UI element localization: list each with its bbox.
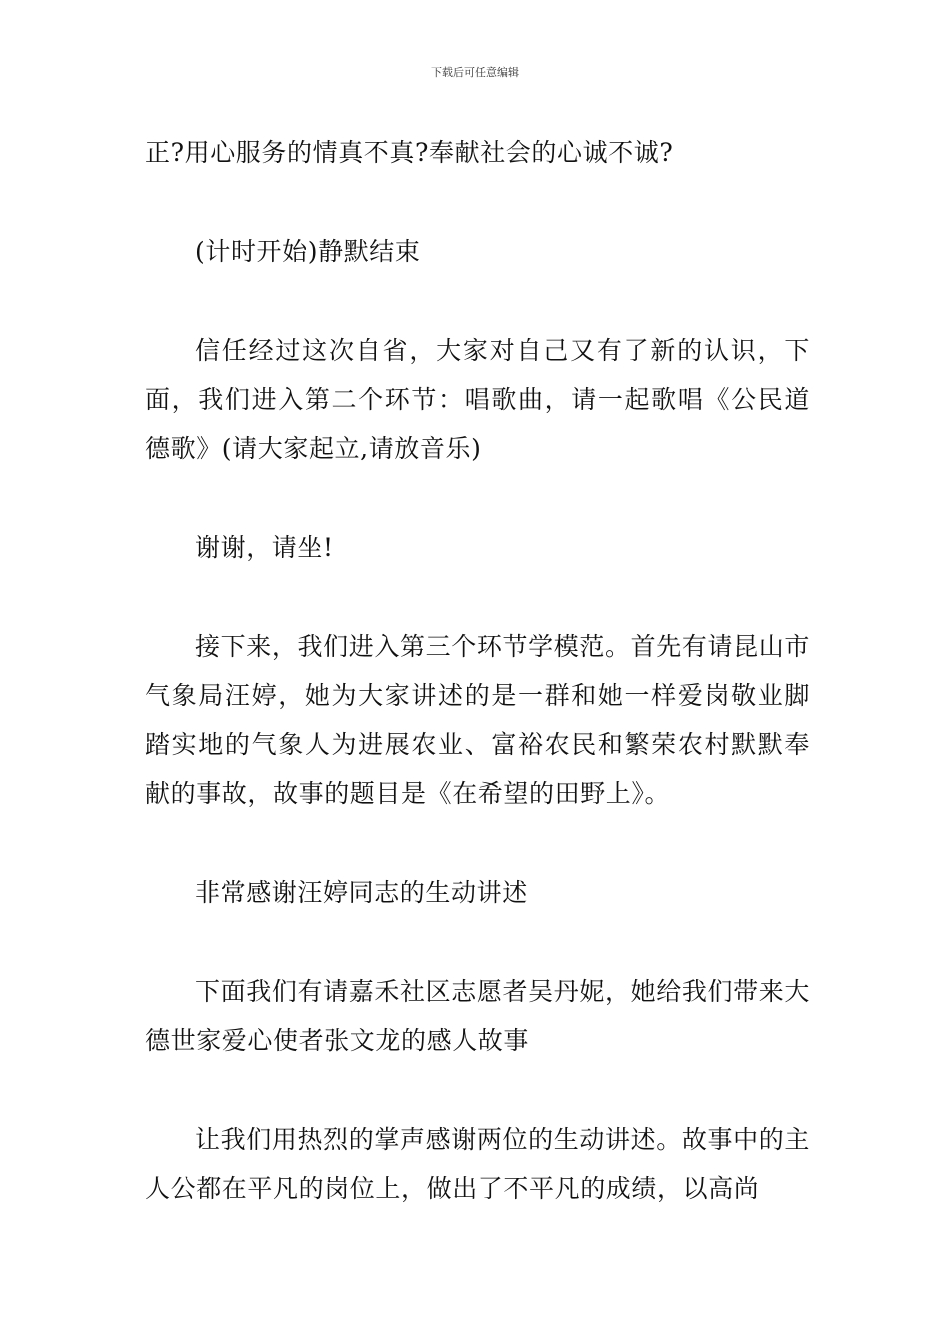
paragraph-second-section: 信任经过这次自省，大家对自己又有了新的认识，下面，我们进入第二个环节：唱歌曲，请一起歌唱《公民道德歌》(请大家起立,请放音乐): [145, 336, 810, 463]
paragraph-continuation: 正?用心服务的情真不真?奉献社会的心诚不诚?: [145, 138, 674, 167]
paragraph-timer-note: (计时开始)静默结束: [195, 237, 421, 266]
paragraph-thanks-wangting: 非常感谢汪婷同志的生动讲述: [195, 878, 528, 907]
paragraph-volunteer-intro: 下面我们有请嘉禾社区志愿者吴丹妮，她给我们带来大德世家爱心使者张文龙的感人故事: [145, 977, 810, 1055]
page-header-note: 下载后可任意编辑: [431, 66, 519, 79]
paragraph-thanks: 谢谢，请坐!: [195, 533, 334, 562]
paragraph-applause: 让我们用热烈的掌声感谢两位的生动讲述。故事中的主人公都在平凡的岗位上，做出了不平凡的成绩，以高尚: [145, 1125, 810, 1203]
document-body: [145, 128, 810, 1263]
paragraph-third-section: 接下来，我们进入第三个环节学模范。首先有请昆山市气象局汪婷，她为大家讲述的是一群和她一样爱岗敬业脚踏实地的气象人为进展农业、富裕农民和繁荣农村默默奉献的事故，故事的题目是《在希望的田野上》。: [145, 632, 810, 808]
